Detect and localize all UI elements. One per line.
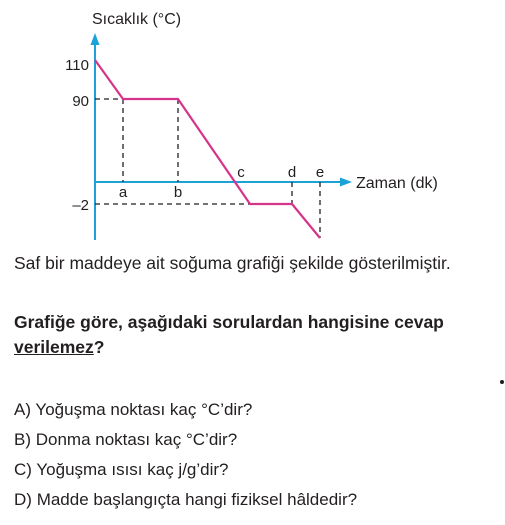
y-tick-label-110: 110 xyxy=(65,57,89,74)
option-b-letter: B) xyxy=(14,430,31,449)
prompt-text: Grafiğe göre, aşağıdaki sorulardan hangisine cevap xyxy=(14,312,444,332)
x-tick-label-b: b xyxy=(173,184,183,201)
x-tick-label-c: c xyxy=(237,164,245,181)
cooling-chart xyxy=(0,0,505,245)
y-axis-title: Sıcaklık (°C) xyxy=(92,11,182,28)
y-tick-label-minus2: –2 xyxy=(72,197,89,214)
option-a-text: Yoğuşma noktası kaç °C’dir? xyxy=(35,400,253,419)
option-c-letter: C) xyxy=(14,460,32,479)
y-tick-label-90: 90 xyxy=(72,93,89,110)
margin-dot xyxy=(500,380,504,384)
prompt-question-mark: ? xyxy=(93,337,105,357)
option-c[interactable] xyxy=(14,459,229,481)
option-d[interactable] xyxy=(14,489,357,511)
x-tick-label-d: d xyxy=(287,164,297,181)
y-axis-arrow xyxy=(91,33,100,45)
option-a-letter: A) xyxy=(14,400,31,419)
guide-lines xyxy=(95,99,320,238)
x-tick-label-e: e xyxy=(315,164,325,181)
x-axis-arrow xyxy=(340,178,352,187)
option-a[interactable] xyxy=(14,399,252,421)
x-tick-label-a: a xyxy=(118,184,128,201)
x-axis-title: Zaman (dk) xyxy=(356,175,438,192)
option-b-text: Donma noktası kaç °C’dir? xyxy=(35,430,238,449)
question-prompt xyxy=(14,310,498,360)
cooling-curve xyxy=(95,60,320,238)
option-d-text: Madde başlangıçta hangi fiziksel hâldedir? xyxy=(36,490,358,509)
option-d-letter: D) xyxy=(14,490,32,509)
option-b[interactable] xyxy=(14,429,237,451)
question-intro: Saf bir maddeye ait soğuma grafiği şekilde gösterilmiştir. xyxy=(14,253,451,273)
option-c-text: Yoğuşma ısısı kaç j/g’dir? xyxy=(36,460,229,479)
prompt-underlined-word: verilemez xyxy=(14,337,94,357)
